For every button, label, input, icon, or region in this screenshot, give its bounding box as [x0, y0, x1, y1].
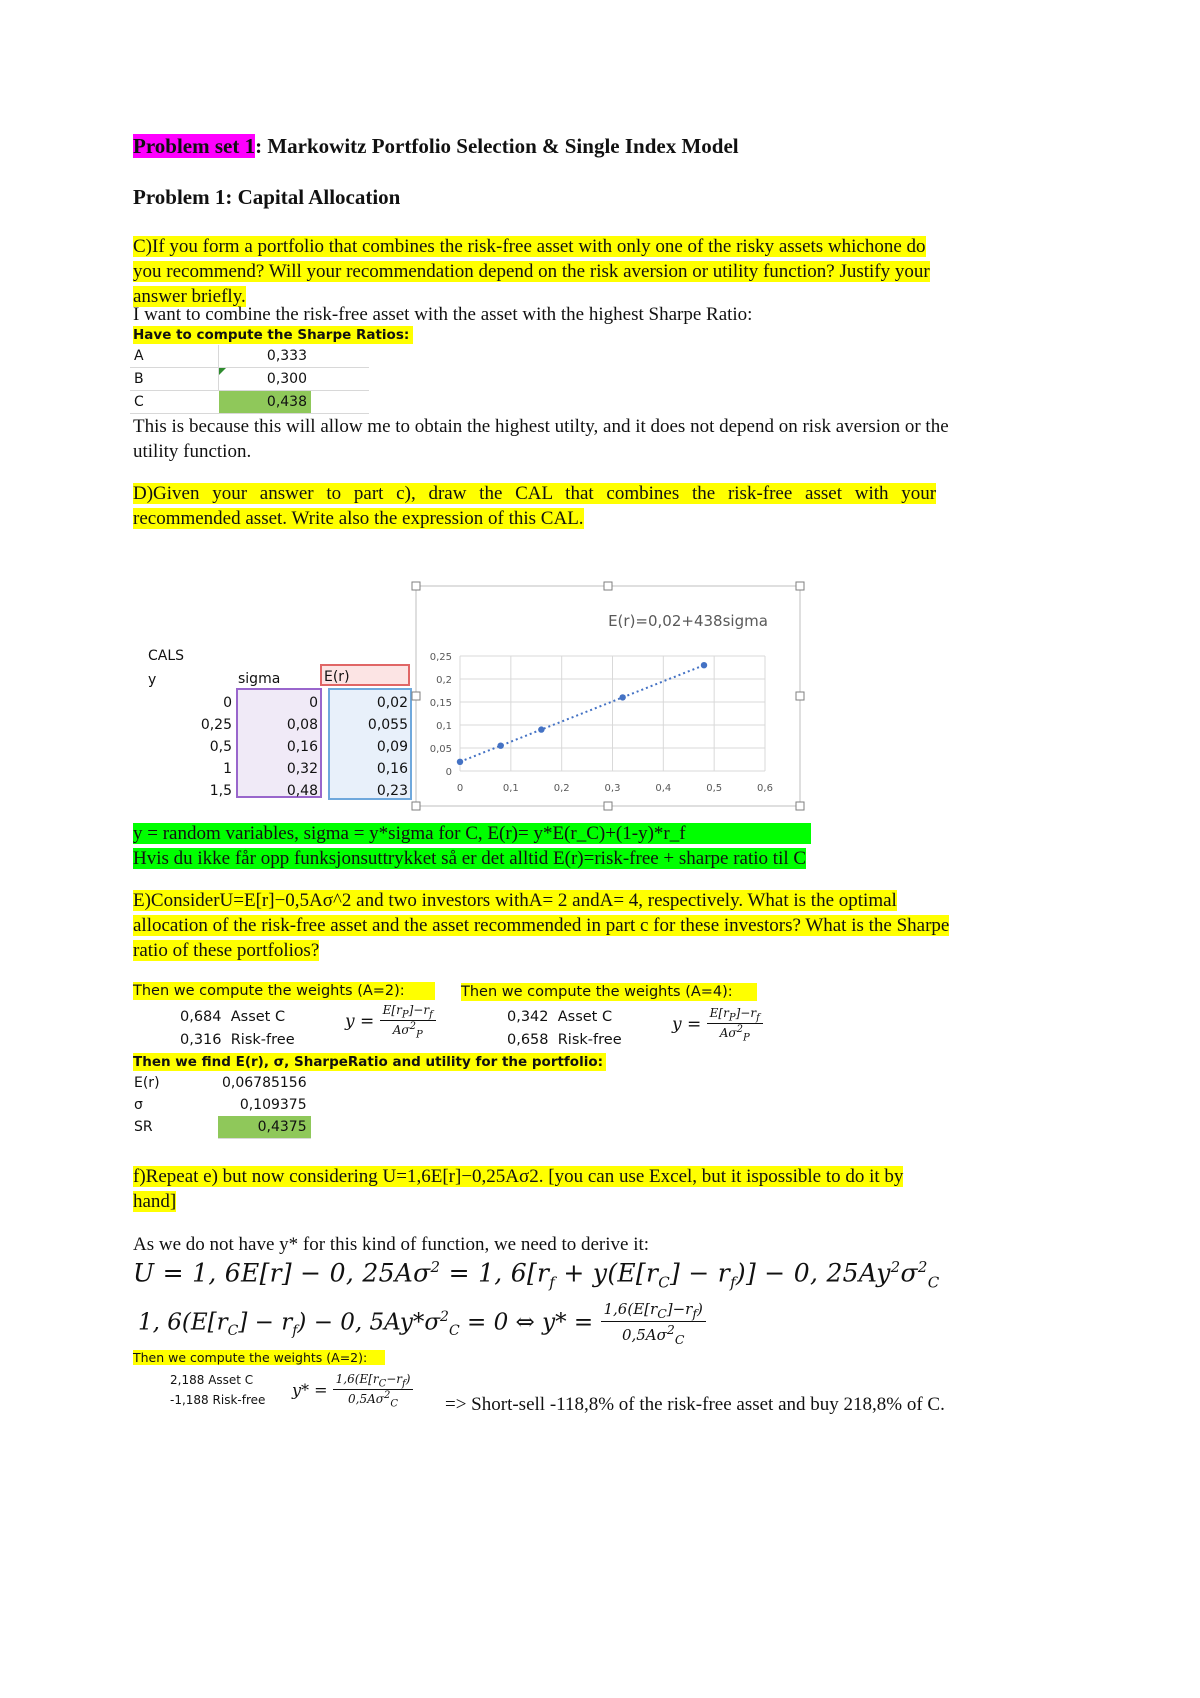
page-title [133, 134, 739, 159]
x-tick-label: 0,2 [553, 783, 570, 794]
y-label: y [148, 672, 157, 688]
table-row: A 0,333 [130, 345, 369, 368]
er-values: 0,02 0,055 0,09 0,16 0,23 [367, 695, 408, 799]
y-star-formula: y* = $\frac{1,6(E[r_C-r_f)}{0,5A\sigma^2_C}$ [292, 1372, 413, 1410]
part-d-question: D)Given your answer to part c), draw the CAL that combines the risk-free asset with your recommended asset. Write also the expression of this CAL. [133, 483, 937, 529]
sharpe-header: Have to compute the Sharpe Ratios: [133, 326, 413, 344]
part-d-notes: y = random variables, sigma = y*sigma for C, E(r)= y*E(r_C)+(1-y)*r_f Hvis du ikke får opp funksjonsuttrykket så er det alltid E(r)=risk-free + sharpe ratio til C [133, 821, 811, 871]
y-formula-a4: y = $\frac{E[r_P]-r_f}{A\sigma^2_P}$ [672, 1006, 763, 1044]
er-label: E(r) [324, 669, 350, 685]
resize-handle [604, 582, 612, 590]
data-point [538, 726, 544, 732]
weights-a4-header: Then we compute the weights (A=4): [461, 983, 757, 1001]
y-values: 0 0,25 0,5 1 1,5 [200, 695, 232, 799]
derivative-equation: 1, $6(E[r_C] - r_f) - 0$, $5Ay*\sigma^2_C = 0$ ⇔ y* = $\frac{1,6(E[r_C]-r_f)}{0,5A\sigma^2_C}$ [138, 1300, 706, 1347]
sigma-values: 0 0,08 0,16 0,32 0,48 [286, 695, 318, 799]
table-row: B 0,300 [130, 368, 369, 391]
utility-equation: U = 1, 6E[r] − 0, $25A\sigma^2 = 1$, $6[r_f + y(E[r_C] - r_f)] - 0$, $25Ay^2\sigma^2_C$ [133, 1258, 940, 1292]
x-tick-label: 0,1 [502, 783, 519, 794]
part-c-conclusion: This is because this will allow me to obtain the highest utilty, and it does not depend on risk aversion or the utility function. [133, 416, 949, 462]
weights-a4: 0,342 Asset C 0,658 Risk-free [507, 1009, 622, 1048]
data-point [497, 743, 503, 749]
weights-f: 2,188 Asset C -1,188 Risk-free [170, 1373, 266, 1407]
weights-a2: 0,684 Asset C 0,316 Risk-free [180, 1009, 295, 1048]
y-tick-label: 0,2 [436, 675, 452, 686]
part-f-derive: As we do not have y* for this kind of function, we need to derive it: [133, 1234, 650, 1255]
y-tick-label: 0,1 [436, 721, 452, 732]
part-f-question: f)Repeat e) but now considering U=1,6E[r]−0,25Aσ2. [you can use Excel, but it ispossible to do it by hand] [133, 1166, 904, 1212]
resize-handle [604, 802, 612, 810]
part-c-answer: I want to combine the risk-free asset with the asset with the highest Sharpe Ratio: [133, 304, 753, 325]
resize-handle [412, 582, 420, 590]
problem-heading: Problem 1: Capital Allocation [133, 185, 401, 209]
excel-comment-marker [219, 368, 226, 375]
table-row: E(r) 0,06785156 [134, 1075, 307, 1091]
data-point [619, 694, 625, 700]
x-tick-label: 0,5 [706, 783, 723, 794]
x-tick-label: 0,4 [655, 783, 672, 794]
resize-handle [796, 802, 804, 810]
y-tick-label: 0,05 [429, 744, 452, 755]
part-f-conclusion: => Short-sell -118,8% of the risk-free asset and buy 218,8% of C. [445, 1394, 945, 1415]
sigma-label: sigma [238, 671, 281, 687]
resize-handle [412, 802, 420, 810]
resize-handle [412, 692, 420, 700]
weights-a2-header: Then we compute the weights (A=2): [133, 982, 435, 1000]
part-e-question: E)ConsiderU=E[r]−0,5Aσ^2 and two investors withA= 2 andA= 4, respectively. What is the optimal allocation of the risk-free asset and the asset recommended in part c for these investors? What is the Sharpe ratio of these portfolios? [133, 890, 950, 961]
title-tag: Problem set 1 [133, 134, 256, 158]
x-tick-label: 0,6 [757, 783, 773, 794]
y-tick-label: 0,15 [429, 698, 452, 709]
find-header: Then we find E(r), σ, SharpeRatio and utility for the portfolio: [133, 1053, 606, 1071]
title-rest: : Markowitz Portfolio Selection & Single Index Model [255, 134, 739, 158]
y-tick-label: 0,25 [429, 652, 452, 663]
weights-f-header: Then we compute the weights (A=2): [133, 1350, 385, 1365]
cals-label: CALS [148, 648, 185, 664]
data-point [701, 662, 707, 668]
part-c-question: C)If you form a portfolio that combines the risk-free asset with only one of the risky assets whichone do you recommend? Will your recommendation depend on the risk aversion or utility function? Justify your answer briefly. [133, 236, 930, 307]
cal-chart[interactable] [410, 580, 806, 812]
sharpe-table [130, 345, 369, 414]
data-point [457, 759, 463, 765]
table-row: σ 0,109375 [134, 1097, 307, 1113]
x-tick-label: 0 [456, 783, 464, 794]
y-tick-label: 0 [445, 767, 452, 778]
chart-title: E(r)=0,02+438sigma [608, 612, 768, 630]
y-formula-a2: y = $\frac{E[r_P]-r_f}{A\sigma^2_P}$ [345, 1003, 436, 1041]
stats-table [130, 1072, 311, 1139]
table-row: C 0,438 [130, 391, 369, 414]
table-row: SR 0,4375 [130, 1116, 311, 1139]
resize-handle [796, 692, 804, 700]
x-tick-label: 0,3 [604, 783, 621, 794]
resize-handle [796, 582, 804, 590]
